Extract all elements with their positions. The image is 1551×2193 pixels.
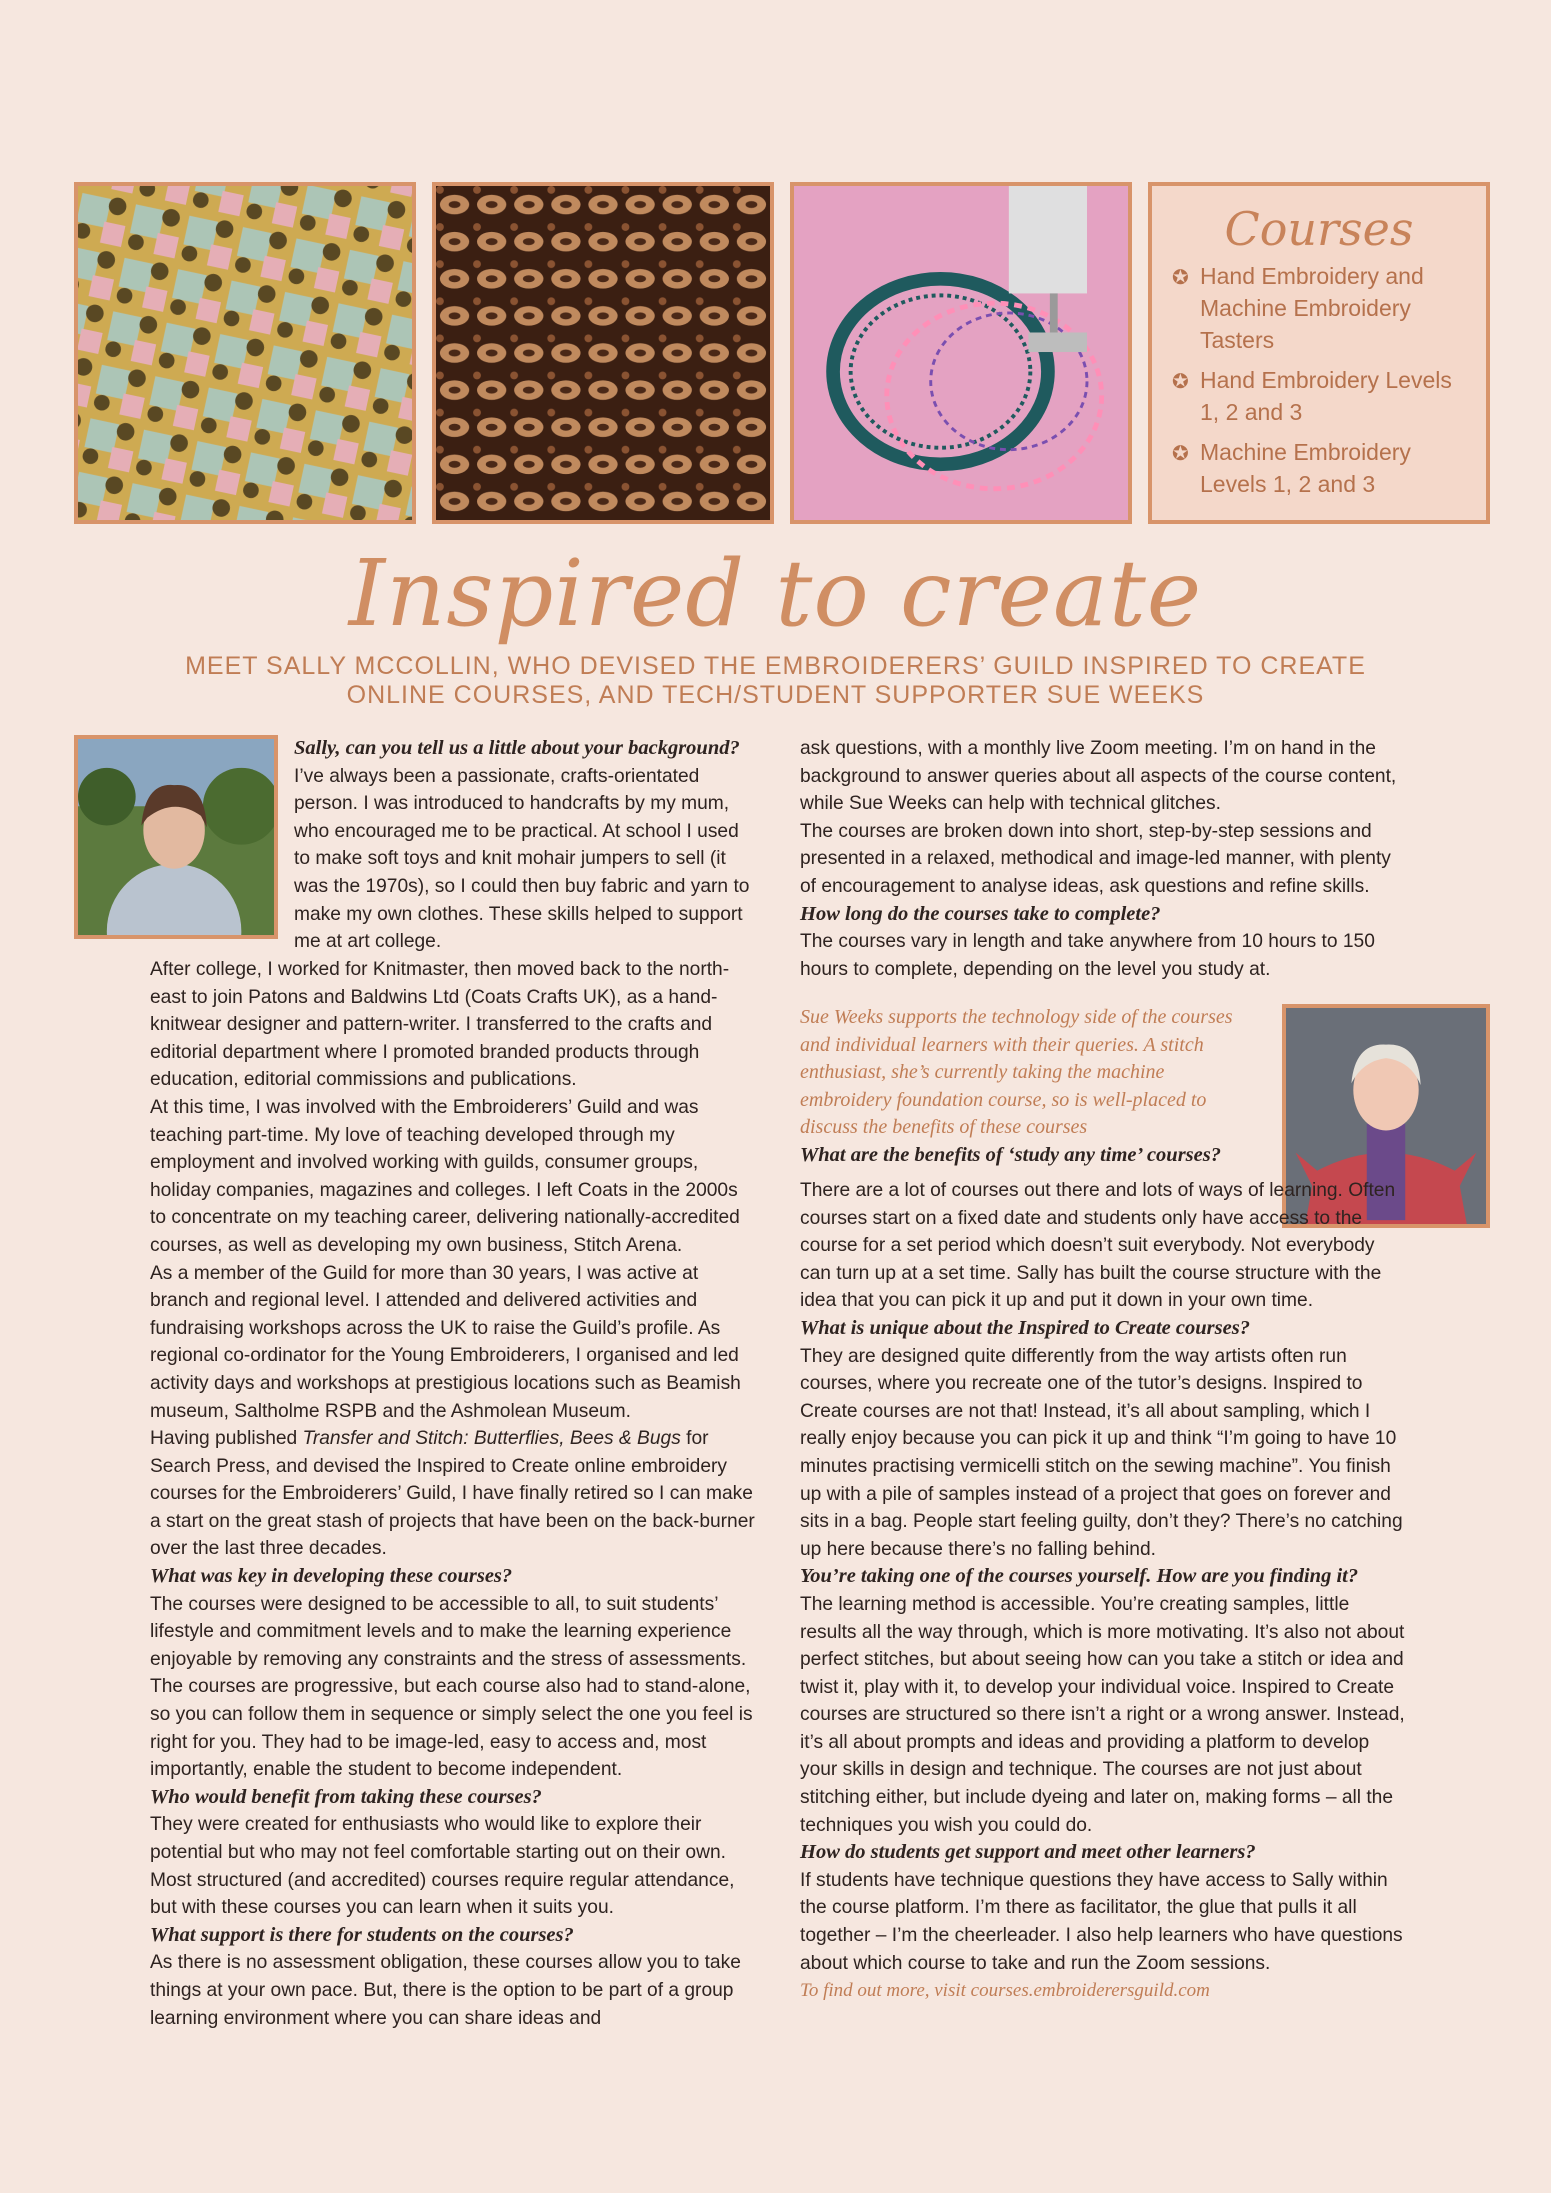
question: What was key in developing these courses?	[150, 1565, 513, 1588]
paragraph: There are a lot of courses out there and lots of ways of learning. Often courses start on a fixed date and students only have access to the course for a set period which doesn’t suit everybody. Not everybody can turn up at a set time. Sally has built the course structure with the idea that you can pick it up and put it down in your own time.	[800, 1180, 1396, 1312]
paragraph: They are designed quite differently from the way artists often run courses, where you recreate one of the tutor’s designs. Inspired to Create courses are not that! Instead, it’s all about sampling, which I really enjoy because you can pick it up and think “I’m going to have 10 minutes practising vermicelli stitch on the sewing machine”. You finish up with a pile of samples instead of a project that goes on forever and sits in a bag. People start feeling guilty, don’t they? There’s no catching up here because there’s no falling behind.	[800, 1345, 1403, 1560]
left-column	[150, 956, 756, 2032]
embroidery-squares-photo	[74, 182, 416, 524]
courses-list	[1172, 260, 1472, 508]
paragraph: ask questions, with a monthly live Zoom meeting. I’m on hand in the background to answer queries about all aspects of the course content, while Sue Weeks can help with technical glitches.	[800, 738, 1397, 815]
question: Sally, can you tell us a little about your background?	[294, 737, 740, 759]
article-title: Inspired to create	[348, 540, 1203, 647]
paragraph: The courses vary in length and take anywhere from 10 hours to 150 hours to complete, depending on the level you study at.	[800, 931, 1375, 980]
question: Who would benefit from taking these courses?	[150, 1785, 542, 1808]
paragraph: The learning method is accessible. You’re creating samples, little results all the way through, which is more motivating. It’s also not about perfect stitches, but about seeing how can you take a stitch or idea and twist it, play with it, to develop your individual voice. Inspired to Create courses are structured so there isn’t a right or a wrong answer. Instead, it’s all about prompts and ideas and providing a platform to develop your skills in design and technique. The courses are not just about stitching either, but include dyeing and later on, making forms – all the techniques you wish you could do.	[800, 1593, 1405, 1836]
machine-embroidery-photo	[790, 182, 1132, 524]
course-item: ✪ Machine Embroidery Levels 1, 2 and 3	[1172, 439, 1411, 497]
right-column-caption	[800, 1004, 1260, 1170]
right-column-main	[800, 1177, 1410, 2005]
course-item: ✪ Hand Embroidery and Machine Embroidery Tasters	[1172, 263, 1424, 353]
star-icon: ✪	[1172, 443, 1189, 465]
paragraph: The courses are broken down into short, step-by-step sessions and presented in a relaxed, methodical and image-led manner, with plenty of encouragement to analyse ideas, ask questions and refine skills.	[800, 820, 1391, 897]
question: How do students get support and meet other learners?	[800, 1841, 1256, 1864]
courses-link[interactable]: To find out more, visit courses.embroiderersguild.com	[800, 1980, 1210, 2002]
question: What support is there for students on the courses?	[150, 1923, 574, 1946]
paragraph: As there is no assessment obligation, these courses allow you to take things at your own pace. But, there is the option to be part of a group learning environment where you can share ideas and	[150, 1952, 741, 2029]
sally-portrait-photo	[74, 735, 278, 939]
question: What is unique about the Inspired to Create courses?	[800, 1316, 1250, 1339]
star-icon: ✪	[1172, 267, 1189, 289]
article-subtitle: MEET SALLY MCCOLLIN, WHO DEVISED THE EMBROIDERERS’ GUILD INSPIRED TO CREATE ONLINE COURSES, AND TECH/STUDENT SUPPORTER SUE WEEKS	[185, 652, 1366, 709]
paragraph: After college, I worked for Knitmaster, then moved back to the north-east to join Patons and Baldwins Ltd (Coats Crafts UK), as a hand-knitwear designer and pattern-writer. I transferred to the crafts and editorial department where I promoted branded products through education, editorial commissions and publications.	[150, 959, 730, 1091]
paragraph: The courses were designed to be accessible to all, to suit students’ lifestyle and commitment levels and to make the learning experience enjoyable by removing any constraints and the stress of assessments. The courses are progressive, but each course also had to stand-alone, so you can follow them in sequence or simply select the one you feel is right for you. They had to be image-led, easy to access and, most importantly, enable the student to become independent.	[150, 1593, 753, 1781]
question: What are the benefits of ‘study any time’ courses?	[800, 1143, 1221, 1166]
book-title: Transfer and Stitch: Butterflies, Bees & Bugs	[302, 1428, 681, 1450]
courses-title: Courses	[1224, 202, 1414, 256]
question: How long do the courses take to complete?	[800, 902, 1161, 925]
courses-box	[1148, 182, 1490, 524]
right-column-top	[800, 735, 1410, 983]
question: You’re taking one of the courses yourself. How are you finding it?	[800, 1565, 1359, 1588]
paragraph: I’ve always been a passionate, crafts-orientated person. I was introduced to handcrafts by my mum, who encouraged me to be practical. At school I used to make soft toys and knit mohair jumpers to sell (it was the 1970s), so I could then buy fabric and yarn to make my own clothes. These skills helped to support me at art college.	[294, 765, 750, 953]
paragraph: At this time, I was involved with the Embroiderers’ Guild and was teaching part-time. My love of teaching developed through my employment and involved working with guilds, consumer groups, holiday companies, magazines and colleges. I left Coats in the 2000s to concentrate on my teaching career, delivering nationally-accredited courses, as well as developing my own business, Stitch Arena.	[150, 1096, 740, 1256]
left-column-intro	[294, 735, 756, 956]
paragraph: If students have technique questions they have access to Sally within the course platform. I’m there as facilitator, the glue that pulls it all together – I’m the cheerleader. I also help learners who have questions about which course to take and run the Zoom sessions.	[800, 1869, 1403, 1974]
course-item: ✪ Hand Embroidery Levels 1, 2 and 3	[1172, 367, 1452, 425]
gold-coils-photo	[432, 182, 774, 524]
paragraph: They were created for enthusiasts who would like to explore their potential but who may not feel comfortable starting out on their own. Most structured (and accredited) courses require regular attendance, but with these courses you can learn when it suits you.	[150, 1814, 735, 1919]
paragraph: As a member of the Guild for more than 30 years, I was active at branch and regional level. I attended and delivered activities and fundraising workshops across the UK to raise the Guild’s profile. As regional co-ordinator for the Young Embroiderers, I organised and led activity days and workshops at prestigious locations such as Beamish museum, Saltholme RSPB and the Ashmolean Museum.	[150, 1262, 741, 1422]
star-icon: ✪	[1172, 371, 1189, 393]
paragraph: Having published Transfer and Stitch: Butterflies, Bees & Bugs for Search Press, and devised the Inspired to Create online embroidery courses for the Embroiderers’ Guild, I have finally retired so I can make a start on the great stash of projects that have been on the back-burner over the last three decades.	[150, 1428, 755, 1560]
photo-caption: Sue Weeks supports the technology side of the courses and individual learners with their queries. A stitch enthusiast, she’s currently taking the machine embroidery foundation course, so is well-placed to discuss the benefits of these courses	[800, 1006, 1233, 1139]
